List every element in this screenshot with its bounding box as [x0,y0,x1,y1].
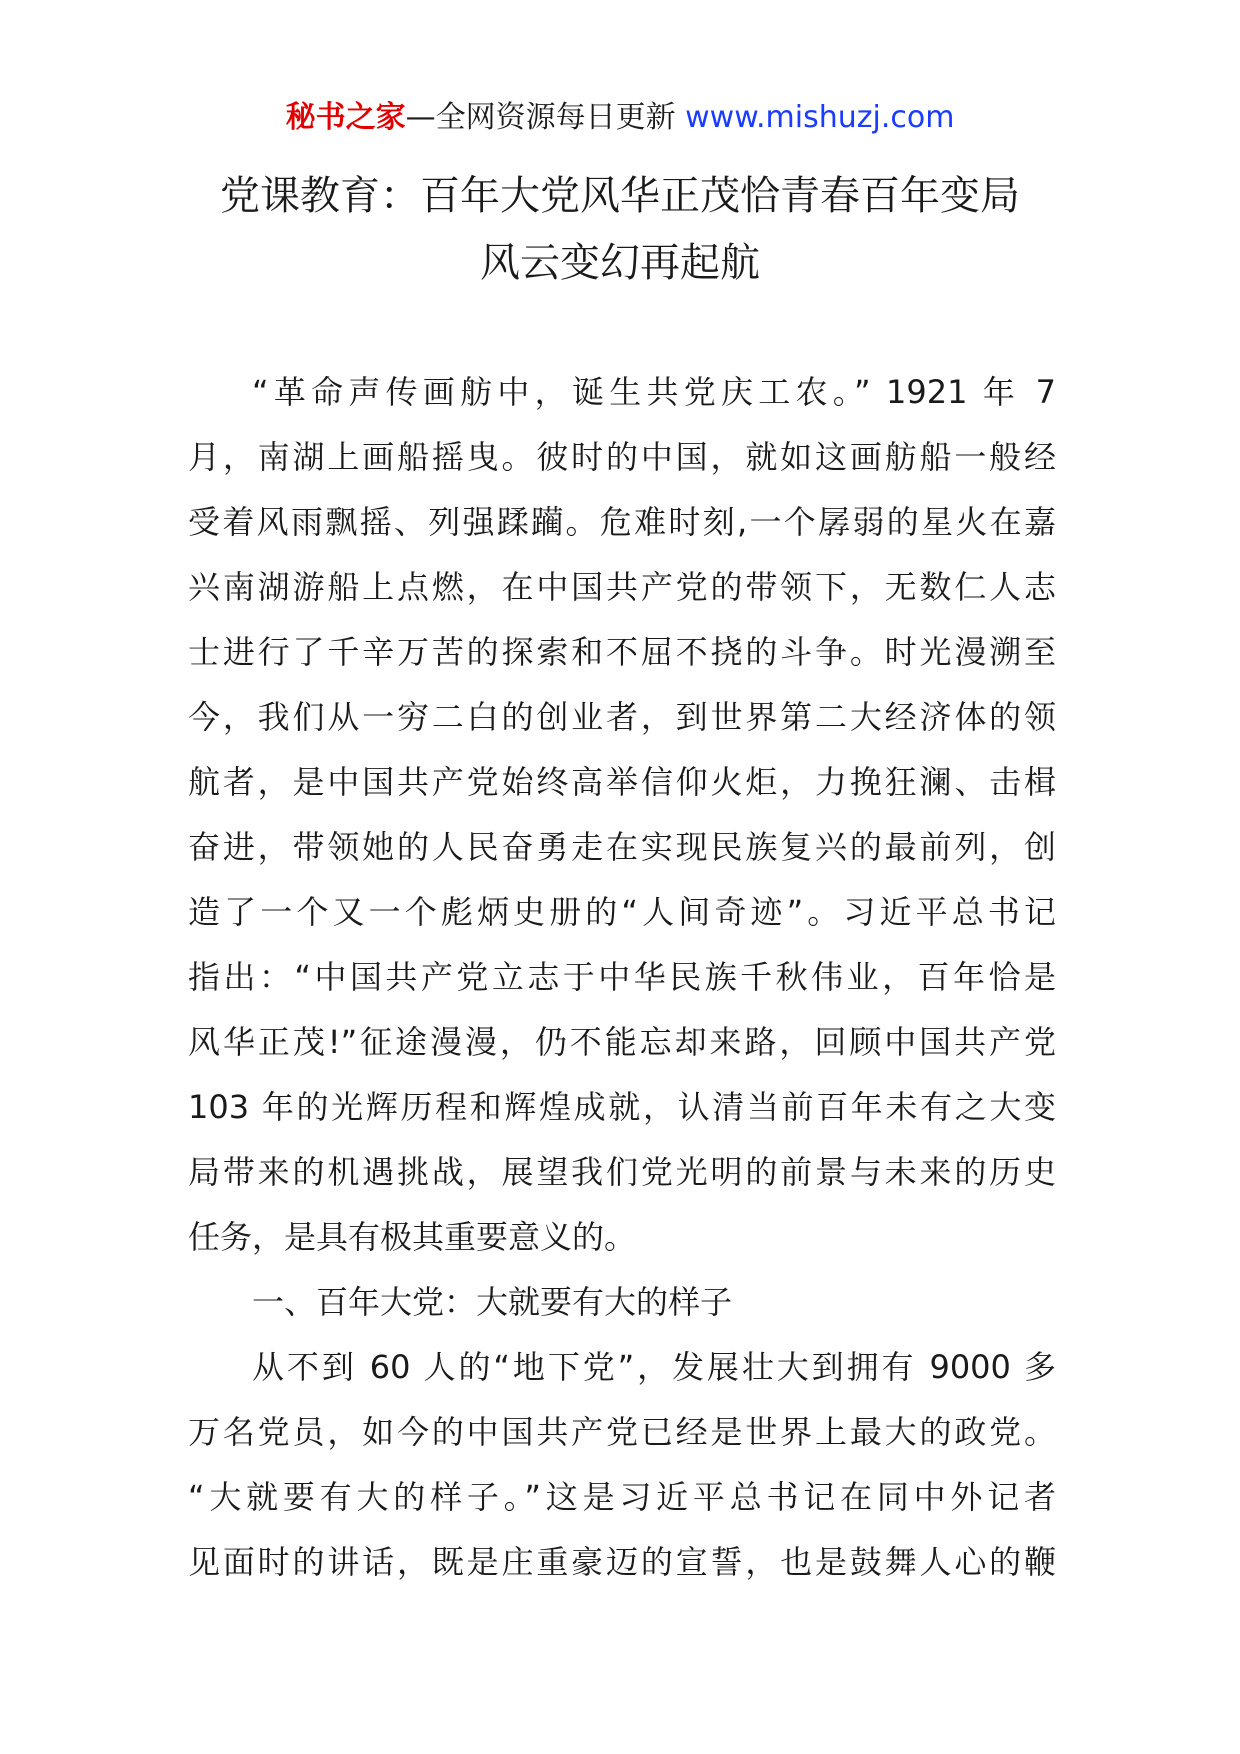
section-heading: 一、百年大党：大就要有大的样子 [252,1283,733,1321]
body-line: 月，南湖上画船摇曳。彼时的中国，就如这画舫船一般经 [188,438,1056,476]
body-line: 奋进，带领她的人民奋勇走在实现民族复兴的最前列，创 [188,828,1056,866]
body-line: 局带来的机遇挑战，展望我们党光明的前景与未来的历史 [188,1153,1056,1191]
document-body [188,360,1056,1595]
body-line: 造了一个又一个彪炳史册的“人间奇迹”。习近平总书记 [188,893,1056,931]
body-line: “大就要有大的样子。”这是习近平总书记在同中外记者 [188,1478,1056,1516]
body-line: 今，我们从一穷二白的创业者，到世界第二大经济体的领 [188,698,1056,736]
site-banner [0,98,1240,138]
site-url-link[interactable]: www.mishuzj.com [685,100,955,135]
body-line: 从不到 60 人的“地下党”，发展壮大到拥有 9000 多 [252,1348,1056,1386]
body-line: 任务，是具有极其重要意义的。 [188,1218,637,1256]
body-line: 兴南湖游船上点燃，在中国共产党的带领下，无数仁人志 [188,568,1056,606]
document-title-line-1: 党课教育：百年大党风华正茂恰青春百年变局 [220,173,1020,219]
body-line: 航者，是中国共产党始终高举信仰火炬，力挽狂澜、击楫 [188,763,1056,801]
body-line: 风华正茂!”征途漫漫，仍不能忘却来路，回顾中国共产党 [188,1023,1056,1061]
body-line: 指出：“中国共产党立志于中华民族千秋伟业，百年恰是 [188,958,1056,996]
body-line: “革命声传画舫中，诞生共党庆工农。” 1921 年 7 [252,373,1056,411]
document-title-line-2: 风云变幻再起航 [480,240,760,286]
body-line: 万名党员，如今的中国共产党已经是世界上最大的政党。 [188,1413,1056,1451]
body-line: 103 年的光辉历程和辉煌成就，认清当前百年未有之大变 [188,1088,1056,1126]
body-line: 受着风雨飘摇、列强蹂躏。危难时刻,一个孱弱的星火在嘉 [188,503,1056,541]
brand-name: 秘书之家 [285,100,406,135]
body-line: 见面时的讲话，既是庄重豪迈的宣誓，也是鼓舞人心的鞭 [188,1543,1056,1581]
body-line: 士进行了千辛万苦的探索和不屈不挠的斗争。时光漫溯至 [188,633,1056,671]
banner-tagline: —全网资源每日更新 [405,100,676,135]
